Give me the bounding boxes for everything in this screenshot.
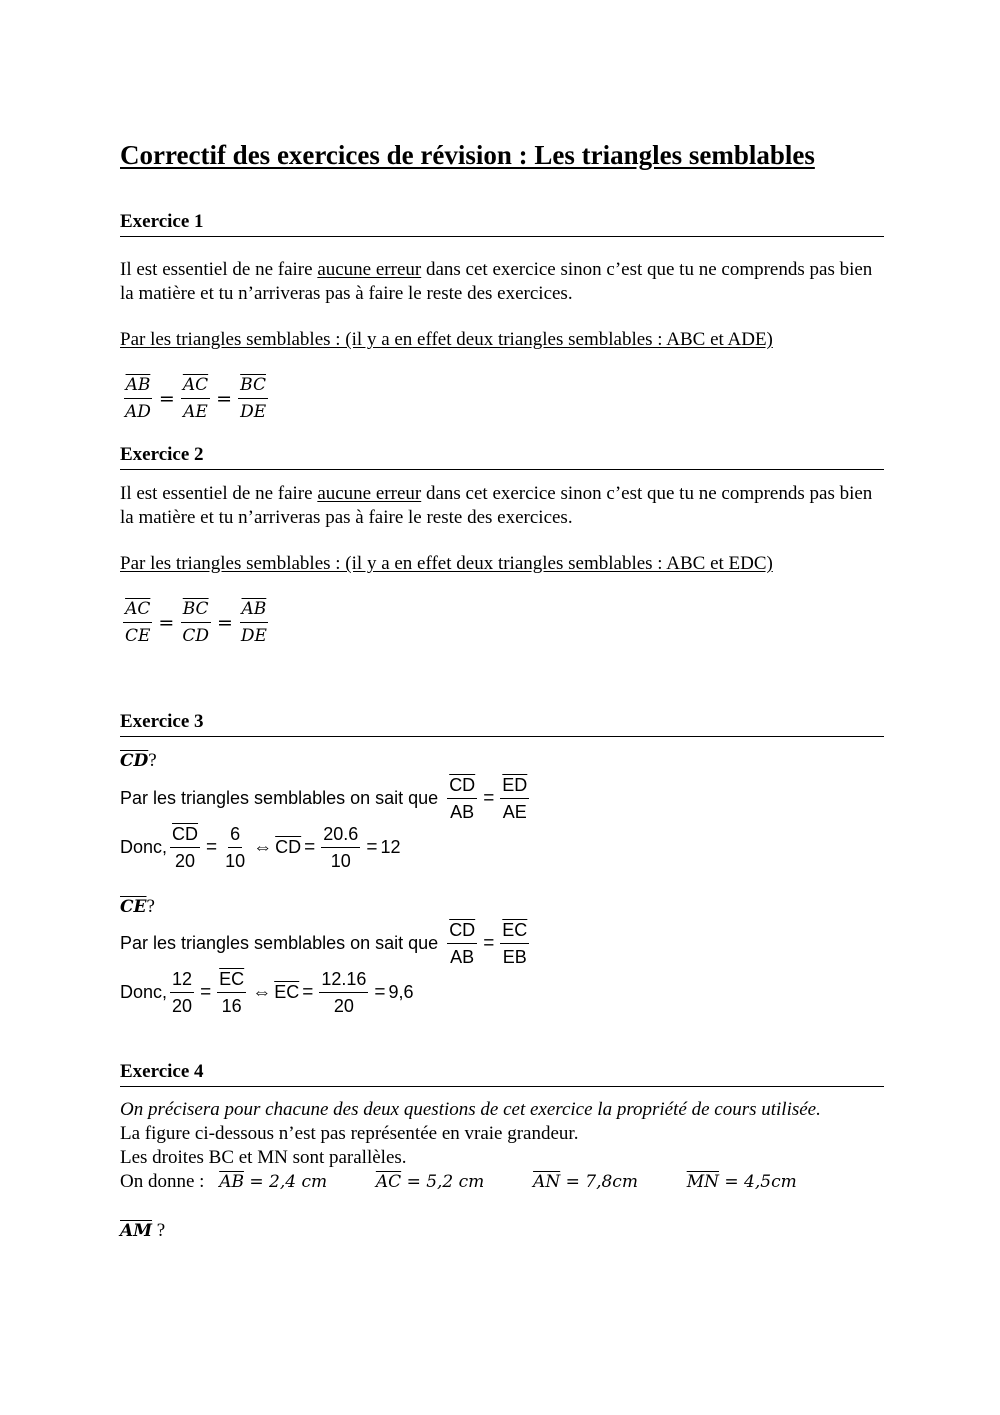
equivalence-sign: ⇔ (252, 981, 272, 1003)
ex1-fraction (123, 374, 153, 423)
ex1-text-before: Il est essentiel de ne faire (120, 259, 318, 280)
question-mark: ? (146, 896, 155, 917)
calc-fraction (170, 968, 194, 1017)
equals-sign: = (302, 981, 314, 1003)
exercise-4-line-3: Les droites BC et MN sont parallèles. (120, 1147, 407, 1168)
fraction-numerator: $\overline{CD}$ (447, 919, 477, 944)
ex1-underlined-text: aucune erreur (317, 259, 422, 280)
question-variable: $\overline{AM}$ (120, 1221, 153, 1241)
ex1-text-after: dans cet exercice sinon c’est que tu ne comprends pas bien la matière et tu n’arriveras pas à faire le reste des exercices. (120, 259, 873, 304)
donc-label: Donc, (120, 982, 168, 1002)
relation-fraction (500, 774, 529, 823)
exercise-2-equation (120, 598, 272, 647)
exercise-1-intro: Par les triangles semblables : (il y a en effet deux triangles semblables : ABC et ADE) (120, 329, 773, 350)
calc-fraction (170, 823, 200, 872)
calc-fraction (223, 823, 247, 872)
equals-sign: = (200, 981, 212, 1003)
relation-fraction (447, 919, 477, 968)
fraction-denominator: EB (502, 947, 527, 967)
fraction-denominator: AD (125, 402, 151, 422)
equals-sign: = (483, 932, 495, 954)
fraction-numerator: $\overline{CD}$ (447, 774, 477, 799)
equals-sign: = (206, 836, 218, 858)
fraction-numerator: 12.16 (319, 968, 368, 993)
fraction-numerator: $\overline{CD}$ (170, 823, 200, 848)
given-variable: $\overline{AB}$ (219, 1172, 244, 1192)
exercise-4-instruction: On précisera pour chacune des deux questions de cet exercice la propriété de cours utilisée. (120, 1099, 821, 1120)
fraction-numerator: $\overline{AC}$ (123, 598, 152, 623)
question-mark: ? (152, 1220, 166, 1241)
calc-variable: $\overline{CD}$ (275, 837, 302, 857)
fraction-denominator: 20 (175, 851, 196, 871)
calc-result: 9,6 (388, 982, 414, 1002)
exercise-3-heading: Exercice 3 (120, 710, 884, 737)
fraction-denominator: DE (240, 402, 267, 422)
equals-sign: = (483, 787, 495, 809)
exercise-3-question-ce (120, 896, 155, 918)
calc-variable: $\overline{EC}$ (274, 982, 300, 1002)
fraction-denominator: 16 (221, 996, 242, 1016)
relation-text: Par les triangles semblables on sait que (120, 933, 439, 953)
exercise-2-paragraph (120, 482, 890, 530)
equals-sign: = (374, 981, 386, 1003)
relation-fraction (500, 919, 529, 968)
given-variable: $\overline{AC}$ (375, 1172, 402, 1192)
ex2-fraction (123, 598, 152, 647)
fraction-denominator: 10 (225, 851, 246, 871)
fraction-numerator: $\overline{BC}$ (181, 598, 211, 623)
exercise-1-equation (120, 374, 271, 423)
exercise-3-relation-1 (120, 774, 532, 823)
exercise-1-heading: Exercice 1 (120, 210, 884, 237)
fraction-denominator: CE (125, 626, 151, 646)
donc-label: Donc, (120, 837, 168, 857)
fraction-numerator: $\overline{BC}$ (238, 374, 268, 399)
fraction-numerator: $\overline{AB}$ (124, 374, 153, 399)
fraction-denominator: AB (450, 947, 475, 967)
exercise-4-line-2: La figure ci-dessous n’est pas représentée en vraie grandeur. (120, 1123, 579, 1144)
relation-text: Par les triangles semblables on sait que (120, 788, 439, 808)
fraction-denominator: 20 (172, 996, 193, 1016)
exercise-2-intro: Par les triangles semblables : (il y a en effet deux triangles semblables : ABC et EDC) (120, 553, 773, 574)
equals-sign: = (304, 836, 316, 858)
exercise-1-paragraph (120, 258, 890, 306)
exercise-2-heading: Exercice 2 (120, 443, 884, 470)
given-value: = 5,2 cm (406, 1172, 485, 1192)
ex2-text-before: Il est essentiel de ne faire (120, 483, 318, 504)
relation-fraction (447, 774, 477, 823)
fraction-numerator: $\overline{AB}$ (240, 598, 269, 623)
exercise-4-question-am (120, 1220, 165, 1242)
ex2-fraction (239, 598, 269, 647)
given-value: = 2,4 cm (249, 1172, 328, 1192)
given-item (219, 1172, 327, 1192)
fraction-numerator: $\overline{EC}$ (500, 919, 529, 944)
fraction-denominator: CD (182, 626, 209, 646)
ex1-fraction (181, 374, 210, 423)
equals-sign: = (366, 836, 378, 858)
exercise-3-relation-2 (120, 919, 532, 968)
fraction-numerator: $\overline{ED}$ (500, 774, 529, 799)
exercise-4-heading: Exercice 4 (120, 1060, 884, 1087)
fraction-numerator: 20.6 (321, 823, 360, 848)
question-variable: $\overline{CE}$ (120, 897, 147, 917)
given-item (376, 1172, 484, 1192)
ex2-underlined-text: aucune erreur (317, 483, 422, 504)
question-mark: ? (148, 750, 157, 771)
fraction-denominator: AE (502, 802, 527, 822)
exercise-4-given-values (120, 1170, 797, 1194)
ex1-fraction (238, 374, 268, 423)
document-title: Correctif des exercices de révision : Les triangles semblables (120, 140, 815, 170)
question-variable: $\overline{CD}$ (120, 751, 149, 771)
given-variable: $\overline{MN}$ (686, 1172, 719, 1192)
given-label: On donne : (120, 1171, 205, 1192)
fraction-numerator: $\overline{EC}$ (217, 968, 246, 993)
equals-sign: = (158, 387, 175, 410)
calc-fraction (319, 968, 368, 1017)
fraction-numerator: 6 (228, 823, 242, 848)
given-value: = 4,5cm (724, 1172, 797, 1192)
exercise-3-calculation-2 (120, 968, 414, 1017)
fraction-denominator: 20 (333, 996, 354, 1016)
exercise-3-calculation-1 (120, 823, 400, 872)
fraction-denominator: DE (240, 626, 267, 646)
ex2-fraction (180, 598, 211, 647)
fraction-denominator: 10 (330, 851, 351, 871)
equals-sign: = (216, 387, 233, 410)
given-item (687, 1172, 797, 1192)
ex2-text-after: dans cet exercice sinon c’est que tu ne comprends pas bien la matière et tu n’arriveras pas à faire le reste des exercices. (120, 483, 873, 528)
equivalence-sign: ⇔ (253, 836, 273, 858)
given-variable: $\overline{AN}$ (533, 1172, 561, 1192)
calc-result: 12 (380, 837, 401, 857)
equals-sign: = (158, 611, 175, 634)
given-item (533, 1172, 638, 1192)
fraction-numerator: 12 (170, 968, 194, 993)
calc-fraction (217, 968, 246, 1017)
calc-fraction (321, 823, 360, 872)
exercise-3-question-cd (120, 750, 157, 772)
equals-sign: = (216, 611, 233, 634)
fraction-denominator: AE (183, 402, 208, 422)
given-value: = 7,8cm (565, 1172, 638, 1192)
fraction-numerator: $\overline{AC}$ (181, 374, 210, 399)
fraction-denominator: AB (450, 802, 475, 822)
